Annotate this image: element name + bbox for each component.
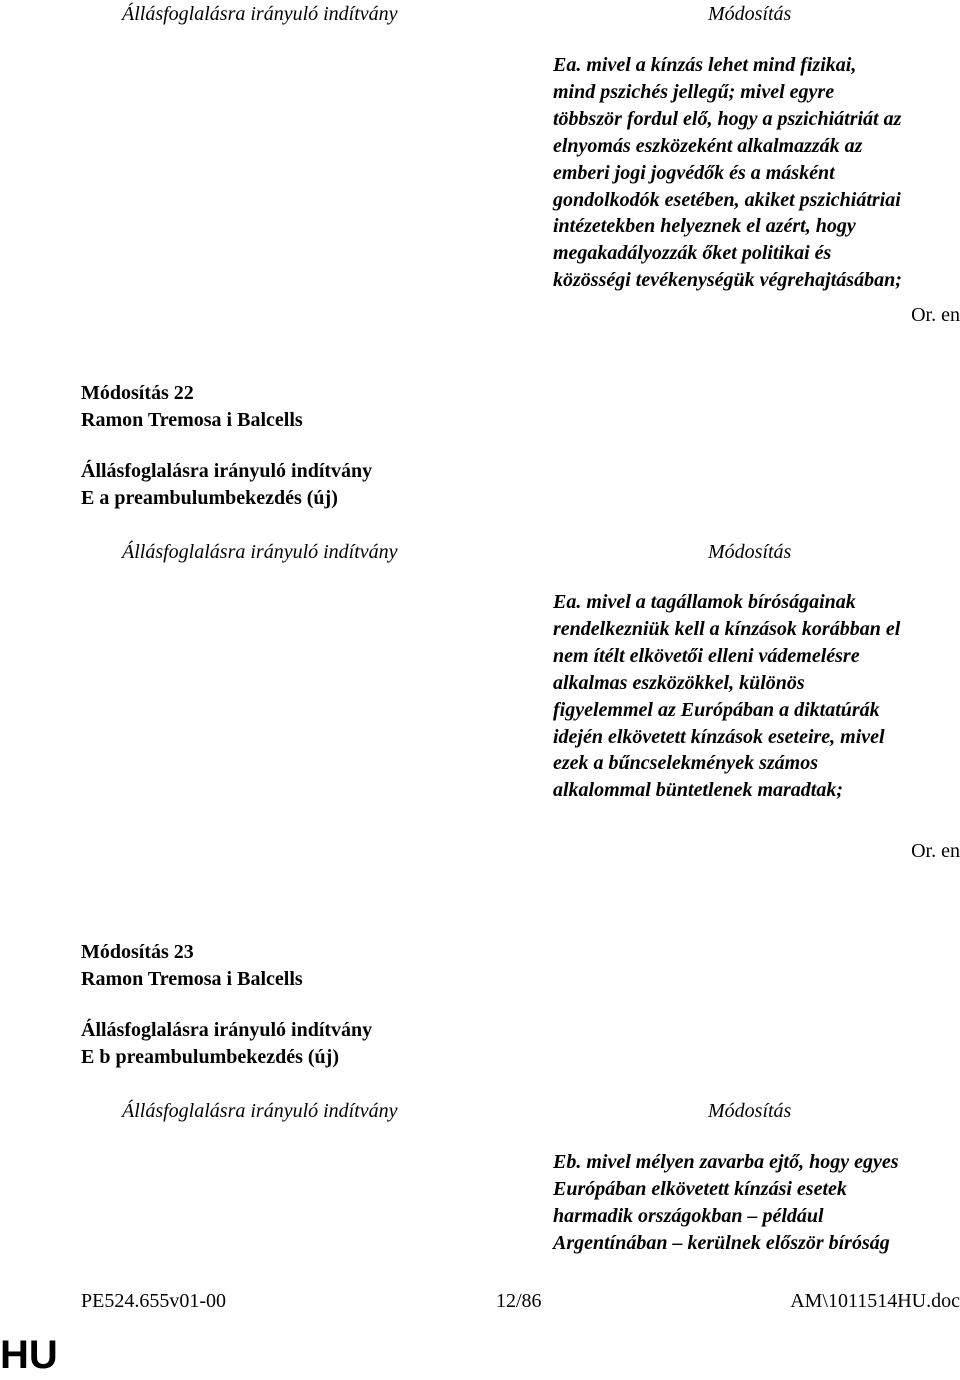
footer-reference: PE524.655v01-00 (81, 1290, 226, 1312)
amendment-23-header (81, 939, 372, 1070)
column-header-left: Állásfoglalásra irányuló indítvány (122, 3, 398, 25)
amendment-line: nem ítélt elkövetői elleni vádemelésre (553, 644, 860, 667)
language-mark: HU (0, 1333, 58, 1377)
amendment-author: Ramon Tremosa i Balcells (81, 408, 303, 431)
amendment-line: idején elkövetett kínzások eseteire, mivel (553, 725, 885, 748)
footer-filename: AM\1011514HU.doc (790, 1290, 960, 1312)
amendment-line: elnyomás eszközeként alkalmazzák az (553, 134, 863, 157)
amendment-line: mind pszichés jellegű; mivel egyre (553, 80, 835, 103)
amendment-author: Ramon Tremosa i Balcells (81, 967, 303, 990)
amendment-line: alkalmas eszközökkel, különös (553, 671, 805, 694)
amendment-text (553, 589, 958, 804)
column-header-left: Állásfoglalásra irányuló indítvány (122, 541, 398, 563)
column-header-right: Módosítás (708, 3, 792, 25)
amendment-line: intézetekben helyeznek el azért, hogy (553, 215, 856, 238)
amendment-line: Eb. mivel mélyen zavarba ejtő, hogy egyes (553, 1151, 899, 1173)
amendment-text (553, 52, 958, 294)
amendment-line: Argentínában – kerülnek először bíróság (553, 1231, 890, 1254)
amendment-line: harmadik országokban – például (553, 1204, 824, 1227)
amendment-line: Ea. mivel a tagállamok bíróságainak (553, 591, 856, 613)
amendment-text (553, 1149, 958, 1257)
amendment-line: ezek a bűncselekmények számos (553, 752, 818, 775)
amendment-doc-type: Állásfoglalásra irányuló indítvány (81, 460, 373, 482)
amendment-line: többször fordul elő, hogy a pszichiátriát az (553, 107, 902, 130)
amendment-line: figyelemmel az Európában a diktatúrák (553, 698, 880, 721)
amendment-doc-type: Állásfoglalásra irányuló indítvány (81, 1019, 373, 1041)
amendment-target: E a preambulumbekezdés (új) (81, 486, 338, 509)
amendment-line: alkalommal büntetlenek maradtak; (553, 779, 844, 802)
amendment-line: Európában elkövetett kínzási esetek (553, 1177, 847, 1200)
column-header-right: Módosítás (708, 1100, 792, 1122)
amendment-22-header (81, 380, 372, 511)
amendment-line: megakadályozzák őket politikai és (553, 242, 832, 265)
original-language: Or. en (911, 304, 960, 326)
footer-page-number: 12/86 (496, 1290, 542, 1312)
amendment-line: rendelkezniük kell a kínzások korábban el (553, 617, 901, 640)
amendment-line: emberi jogi jogvédők és a másként (553, 161, 835, 184)
amendment-title: Módosítás 23 (81, 941, 194, 963)
amendment-line: közösségi tevékenységük végrehajtásában; (553, 269, 902, 292)
column-header-left: Állásfoglalásra irányuló indítvány (122, 1100, 398, 1122)
amendment-line: gondolkodók esetében, akiket pszichiátriai (553, 188, 901, 211)
amendment-line: Ea. mivel a kínzás lehet mind fizikai, (553, 54, 857, 76)
original-language: Or. en (911, 840, 960, 862)
amendment-target: E b preambulumbekezdés (új) (81, 1045, 339, 1068)
column-header-right: Módosítás (708, 541, 792, 563)
amendment-title: Módosítás 22 (81, 382, 194, 404)
